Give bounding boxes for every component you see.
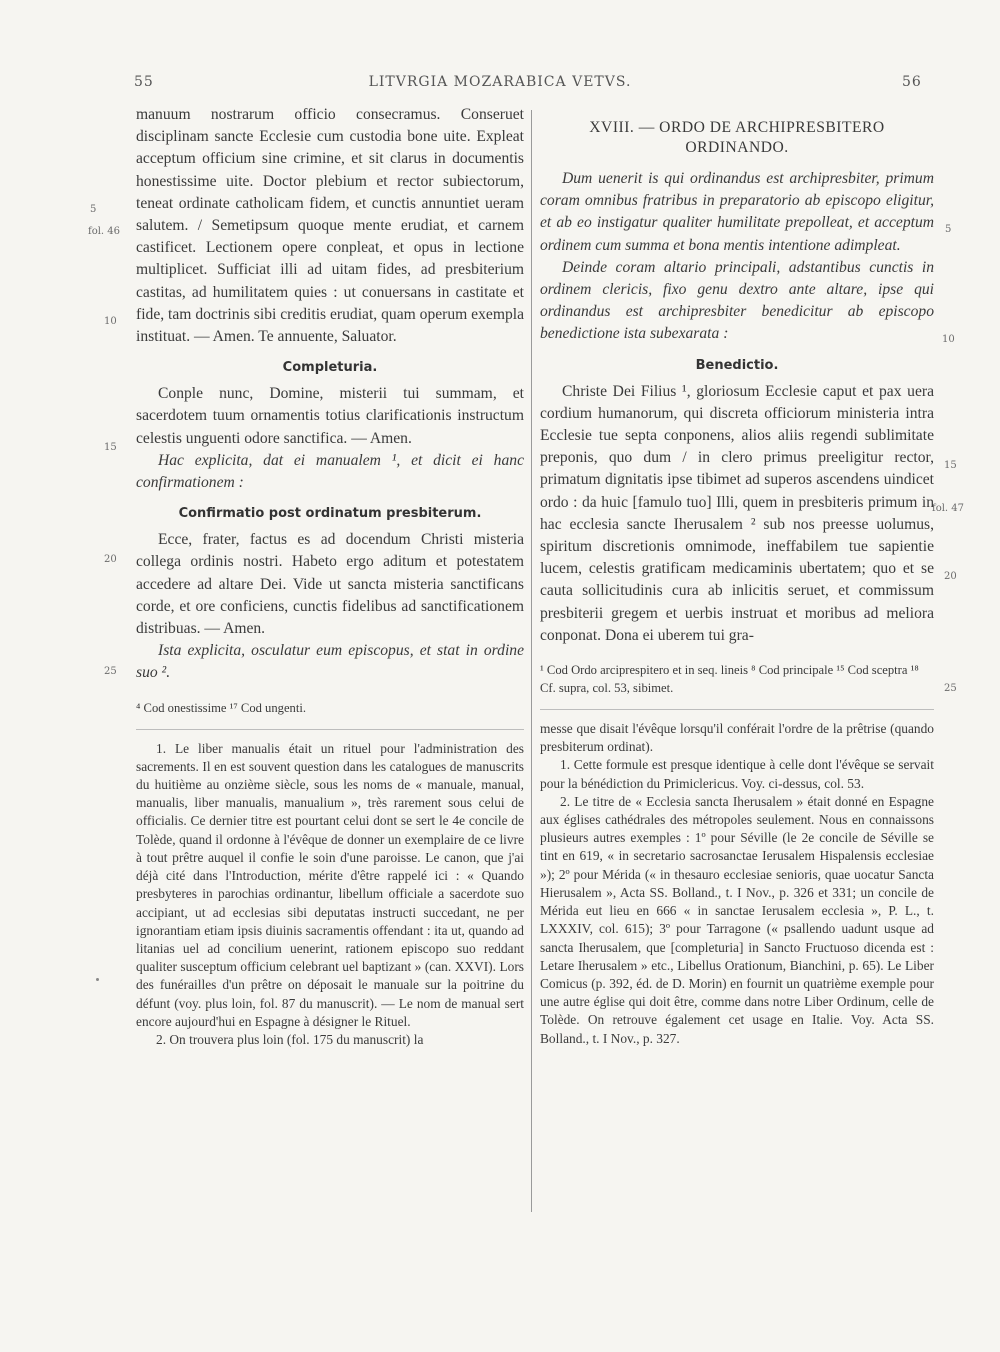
right-column: [540, 118, 934, 1048]
rubric-manualem: Hac explicita, dat ei manualem ¹, et dicit ei hanc confirmationem :: [136, 451, 524, 492]
footnotes-right: [540, 720, 934, 1048]
left-column: [136, 104, 524, 1049]
running-title: LITVRGIA MOZARABICA VETVS.: [368, 74, 632, 90]
margin-folio-47: fol. 47: [932, 503, 965, 514]
critical-apparatus-left: ⁴ Cod onestissime ¹⁷ Cod ungenti.: [136, 700, 306, 715]
completuria-heading: Completuria.: [282, 360, 378, 376]
running-header: [0, 74, 1000, 98]
latin-text-continued: manuum nostrarum officio consecramus. Conseruet disciplinam sancte Ecclesie cum custodia bone uite. Expleat acceptum officium sine crimine, et sit clarus in documentis honestissime uite. Doctor plebium et rector subiectorum, teneat ordinate catholicam fidem, et cunctis annuntiet ueram salutem. / Semetipsum quoque mente erudiat, et carnem castificet. Lectionem opere conpleat, et opus in lectione multiplicet. Sufficiat illi ad uitam fides, ad presbiterium castitas, ad humilitatem quies : ut conuersans in castitate et fide, tam doctrinis sibi creditis erudiat, quam operum exempla instituat. — Amen. Te annuente, Saluator.: [136, 106, 525, 346]
completuria-text: Conple nunc, Domine, misterii tui summam, et sacerdotem tuum ornamentis totius clarificationis instructum celestis unguenti odore sanctifica. — Amen.: [136, 385, 524, 447]
footnote-rule-right: [540, 709, 934, 710]
stray-mark: [96, 978, 99, 981]
rubric-deinde: Deinde coram altario principali, adstantibus cunctis in ordinem clericis, fixo genu dextro ante altare, ipse qui ordinandus est archipresbiter benedicitur ab episcopo benedictione ista subexarata :: [540, 258, 934, 343]
footnote-rule-left: [136, 729, 524, 730]
benedictio-text: Christe Dei Filius ¹, gloriosum Ecclesie caput et pax uera cordium humanorum, qui discreta officiorum ministeria intra Ecclesie tue septa conponens, alios aliis regendi sublimitate preponis, quo dum / in clero primus preeligitur rector, primatum dignitatis ipse tibimet ad superos ascendens uindicet ordo : da huic [famulo tuo] Illi, quem in presbiteris primum in hac ecclesia sancte Iherusalem ² sub nos preesse uolumus, spiritum discretionis omnimode, ineffabilem tue sapientie lucem, celestis gratificam medicaminis ubertatem; quo et se cauta sollicitudinis cura ab inlicitis seruet, et commissum presbiterii gregem et uerbis instruat et moribus ad meliora conponat. Dona ei uberem tui gra-: [540, 382, 934, 644]
confirmatio-text: Ecce, frater, factus es ad docendum Christi misteria collega ordinis nostri. Habeto ergo aditum et potestatem accedere ad altare Dei. Vide ut sancta misteria sanctificans corde, et ore conficiens, cunctis fidelibus ad sanctificationem distribuas. — Amen.: [136, 531, 524, 638]
confirmatio-heading: Confirmatio post ordinatum presbiterum.: [178, 506, 482, 522]
margin-line-25-right: 25: [944, 683, 957, 694]
footnote-2-left: 2. On trouvera plus loin (fol. 175 du manuscrit) la: [156, 1031, 424, 1047]
margin-line-25: 25: [104, 666, 117, 677]
margin-line-10: 10: [104, 316, 117, 327]
margin-line-20: 20: [104, 554, 117, 565]
margin-line-5-right: 5: [945, 224, 952, 235]
section-title: XVIII. — ORDO DE ARCHIPRESBITERO ORDINANDO.: [589, 119, 885, 156]
margin-line-15-right: 15: [944, 460, 957, 471]
margin-line-20-right: 20: [944, 571, 957, 582]
margin-line-10-right: 10: [942, 334, 955, 345]
rubric-dum-uenerit: Dum uenerit is qui ordinandus est archipresbiter, primum coram omnibus fratribus in preparatorio ab episcopo eligitur, et ab eo instigatur qualiter humilitate prepolleat, et acceptum ordinem cum summa et bona mentis intentione adimpleat.: [540, 170, 934, 254]
margin-line-15: 15: [104, 442, 117, 453]
footnote-2-right: 2. Le titre de « Ecclesia sancta Iherusalem » était donné en Espagne aux églises cathédrales des métropoles seulement. Nous en connaissons plusieurs autres exemples : 1º pour Séville (le 2e concile de Séville se tint en 619, « in secretario sacrosanctae Ierusalem Hispalensis ecclesiae »); 2º pour Mérida (« in thesauro ecclesiae senioris, quae uocatur Sancta Hierusalem », Acta SS. Bolland., t. I Nov., p. 326 et 331; un concile de Mérida eut lieu en 666 « in sanctae Ierusalem ecclesia », P. L., t. LXXXIV, col. 615); 3º pour Tarragone (« psallendo uadunt usque ad sancta Iherusalem, que [completuria] in Sancto Fructuoso dicenda est : Letare Iherusalem » etc., Libellus Orationum, Bianchini, p. 65). Le Liber Comicus (p. 392, éd. de D. Morin) en fournit un quatrième exemple pour une autre église qui doit être, comme dans notre Liber Ordinum, celle de Tolède. On retrouve également cet usage en Italie. Voy. Acta SS. Bolland., t. I Nov., p. 327.: [540, 793, 934, 1046]
column-divider: [531, 110, 532, 1212]
right-page-number: 56: [902, 74, 922, 90]
footnote-1-right: 1. Cette formule est presque identique à celle dont l'évêque se servait pour la bénédiction du Primiclericus. Voy. ci-dessus, col. 53.: [540, 757, 934, 791]
left-page-number: 55: [134, 74, 154, 90]
benedictio-heading: Benedictio.: [695, 357, 779, 373]
critical-apparatus-right: ¹ Cod Ordo arciprespitero et in seq. lineis ⁸ Cod principale ¹⁵ Cod sceptra ¹⁸ Cf. supra, col. 53, sibimet.: [540, 663, 919, 696]
margin-line-5: 5: [90, 204, 97, 215]
footnote-continued-right: messe que disait l'évêque lorsqu'il conférait l'ordre de la prêtrise (quando presbiterum ordinat).: [540, 721, 934, 755]
margin-folio-46: fol. 46: [88, 226, 121, 237]
rubric-osculatur: Ista explicita, osculatur eum episcopus, et stat in ordine suo ².: [136, 642, 524, 682]
footnote-1-left: 1. Le liber manualis était un rituel pour l'administration des sacrements. Il en est souvent question dans les catalogues de manuscrits du huitième au onzième siècle, sous les noms de « manuale, manual, manualis, liber manualis, manualium », très rarement sous celui de officialis. Ce dernier titre est pourtant celui dont se sert le 4e concile de Tolède, quand il ordonne à l'évêque de donner un exemplaire de ce livre à tout prêtre auquel il confie le soin d'une paroisse. Le canon, que j'ai déjà cité dans l'Introduction, mérite d'être rappelé ici : « Quando presbyteres in parochias ordinantur, libellum officiale a sacerdote suo accipiant, ut ad ecclesias sibi deputatas instructi succedant, ne per ignorantiam etiam ipsis diuinis sacramentis offendant : ita ut, quando ad litanias uel ad concilium uenerint, rationem episcopo suo reddant qualiter susceptum officium celebrant uel baptizant » (can. XXVI). Lors des funérailles d'un prêtre on déposait le manuale sur la poitrine du défunt (voy. plus loin, fol. 87 du manuscrit). — Le nom de manual sert encore aujourd'hui en Espagne à désigner le Rituel.: [136, 740, 524, 1029]
footnotes-left: [136, 740, 524, 1049]
